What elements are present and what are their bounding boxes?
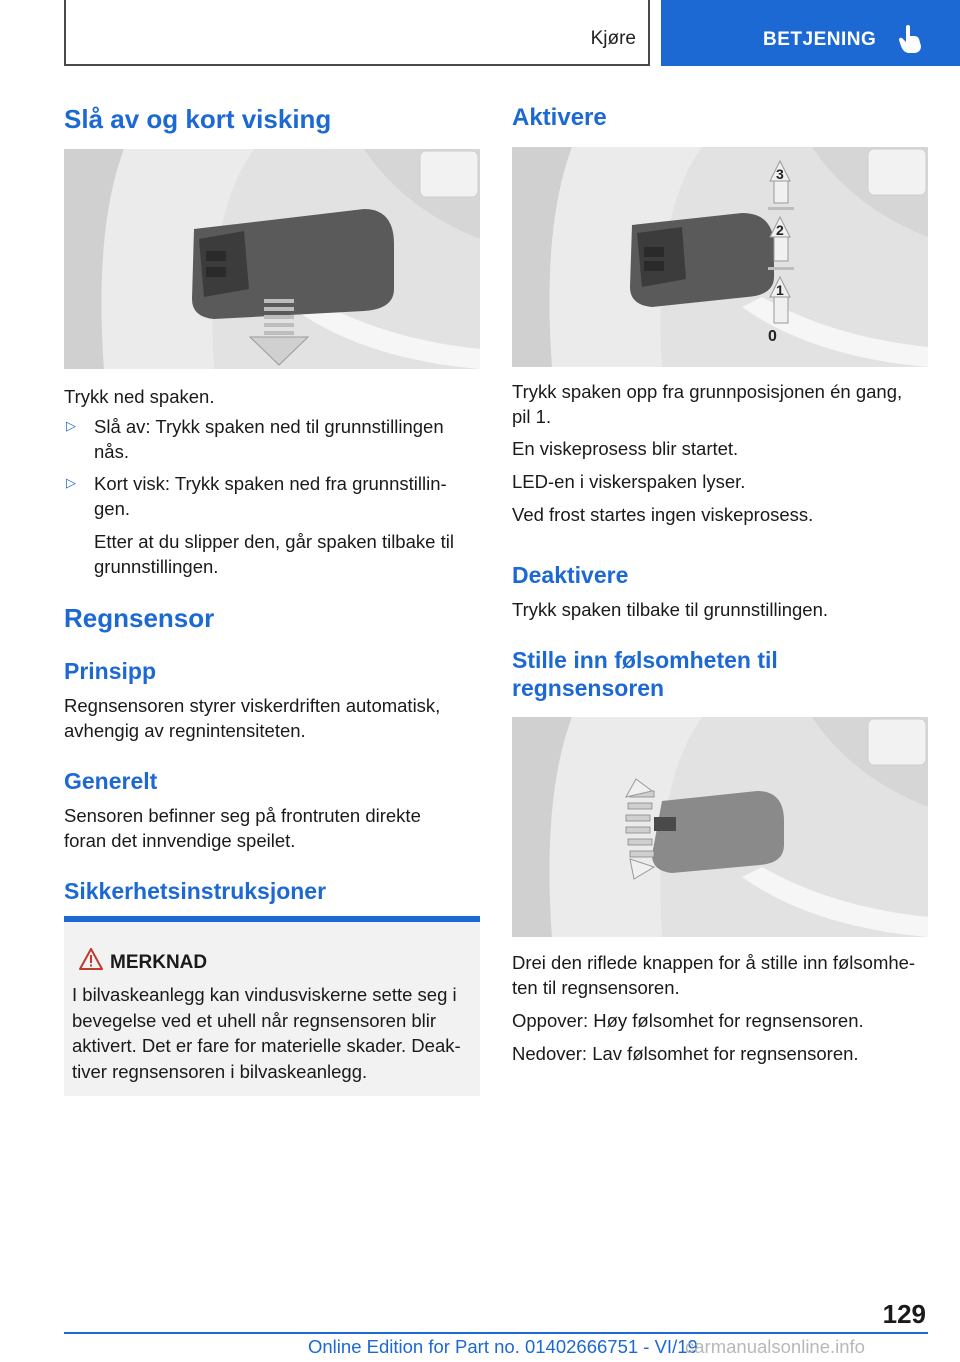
bullet-2-line1: Kort visk: Trykk spaken ned fra grunnstillin- [94,473,447,494]
footer-divider [64,1332,928,1334]
bullet-2-line2: gen. [94,498,131,519]
warning-line: aktivert. Det er fare for materielle skader. Deak- [72,1035,461,1056]
title-turn-off-short-wipe: Slå av og kort visking [64,104,332,134]
sensitivity-line1: Drei den riflede knappen for å stille inn følsomhe- [512,952,916,973]
bullet-triangle-icon: ▷ [66,418,76,433]
warning-body [72,982,474,1084]
figure-lever-up-steps [512,147,928,367]
heading-principle: Prinsipp [64,658,157,684]
activate-line1: Trykk spaken opp fra grunnposisjonen én gang, [512,381,903,402]
bullet-1-line2: nås. [94,441,129,462]
bullet-triangle-icon: ▷ [66,475,76,490]
bullet-note-line2: grunnstillingen. [94,556,219,577]
warning-line: bevegelse ved et uhell når regnsensoren blir [72,1009,437,1031]
heading-sensitivity-line1: Stille inn følsomheten til [512,647,778,673]
activate-p3: LED-en i viskerspaken lyser. [512,471,746,492]
warning-box [64,916,480,1096]
general-line1: Sensoren befinner seg på frontruten direkte [64,805,421,826]
activate-p4: Ved frost startes ingen viskeprosess. [512,504,814,525]
heading-activate: Aktivere [512,104,607,131]
footer-edition: Online Edition for Part no. 01402666751 - VI/19 [308,1336,698,1357]
header-section-label: Kjøre [590,28,636,49]
figure-lever-down [64,149,480,369]
warning-triangle-icon [79,948,103,970]
heading-general: Generelt [64,768,158,794]
principle-line1: Regnsensoren styrer viskerdriften automatisk, [64,695,441,716]
warning-line: I bilvaskeanlegg kan vindusviskerne sette seg i [72,984,457,1005]
header-chapter-label: BETJENING [763,29,877,50]
step-label-1: 1 [776,282,784,298]
up-high-sensitivity: Oppover: Høy følsomhet for regnsensoren. [512,1010,864,1031]
warning-line: tiver regnsensoren i bilvaskeanlegg. [72,1060,368,1082]
header-chapter-box [661,0,960,66]
heading-deactivate: Deaktivere [512,562,629,588]
step-label-2: 2 [776,222,784,238]
warning-title: MERKNAD [110,952,208,973]
step-label-0: 0 [768,328,777,345]
heading-rain-sensor: Regnsensor [64,603,215,633]
header-section-box [64,0,650,66]
general-line2: foran det innvendige speilet. [64,830,296,851]
heading-sensitivity-line2: regnsensoren [512,675,665,701]
bullet-note-line1: Etter at du slipper den, går spaken tilbake til [94,531,454,552]
bullet-1-line1: Slå av: Trykk spaken ned til grunnstillingen [94,416,444,437]
activate-line2: pil 1. [512,406,552,427]
heading-safety: Sikkerhetsinstruksjoner [64,878,327,904]
page-number: 129 [882,1299,926,1329]
deactivate-text: Trykk spaken tilbake til grunnstillingen. [512,599,829,620]
intro-text: Trykk ned spaken. [64,386,215,407]
sensitivity-line2: ten til regnsensoren. [512,977,680,998]
activate-p2: En viskeprosess blir startet. [512,438,739,459]
principle-line2: avhengig av regnintensiteten. [64,720,306,741]
step-label-3: 3 [776,166,784,182]
pointing-hand-icon [897,24,923,54]
down-low-sensitivity: Nedover: Lav følsomhet for regnsensoren. [512,1043,859,1064]
figure-knurled-knob [512,717,928,937]
footer-watermark: carmanualsonline.info [685,1336,865,1357]
